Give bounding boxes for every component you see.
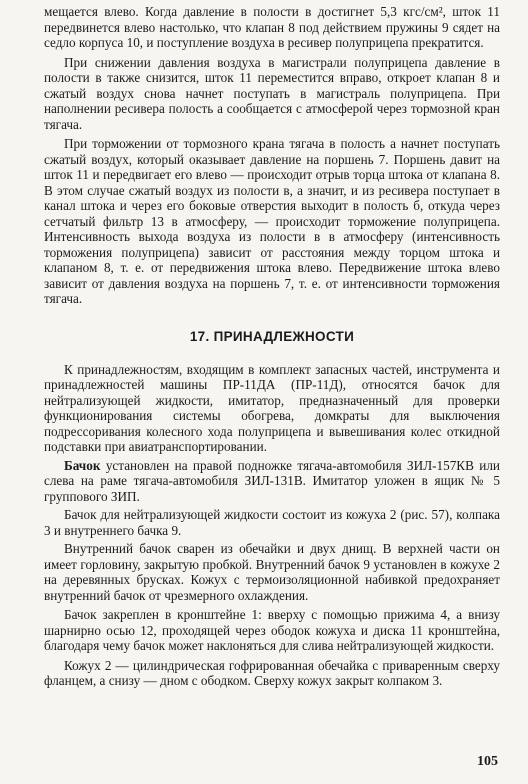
paragraph-rest: установлен на правой подножке тягача-автомобиля ЗИЛ-157КВ или слева на раме тягача-автомобиля ЗИЛ-131В. Имитатор уложен в ящик № 5 группового ЗИП. bbox=[44, 457, 500, 504]
paragraph bbox=[44, 458, 500, 505]
paragraph: мещается влево. Когда давление в полости в достигнет 5,3 кгс/см², шток 11 передвинется влево настолько, что клапан 8 под действием пружины 9 сядет на седло корпуса 10, и поступление воздуха в ресивер полуприцепа прекратится. bbox=[44, 4, 500, 50]
book-page bbox=[0, 4, 528, 784]
paragraph: При снижении давления воздуха в магистрали полуприцепа давление в полости в также снизится, шток 11 переместится вправо, откроет клапан 8 и сжатый воздух снова начнет поступать в магистраль полуприцепа. При наполнении ресивера полость а сообщается с атмосферой через тормозной кран тягача. bbox=[44, 54, 500, 132]
paragraph: Кожух 2 — цилиндрическая гофрированная обечайка с приваренным сверху фланцем, а снизу — дном с ободком. Сверху кожух закрыт колпаком 3. bbox=[44, 657, 500, 688]
section-text bbox=[44, 362, 500, 689]
paragraph: К принадлежностям, входящим в комплект запасных частей, инструмента и принадлежностей машины ПР-11ДА (ПР-11Д), относятся бачок для нейтрализующей жидкости, имитатор, предназначенный для проверки функционирования системы обогрева, домкраты для выключения подрессоривания колесного хода полуприцепа и вывешивания колес откидной подставки при авиатранспортировании. bbox=[44, 361, 500, 454]
continuation-text bbox=[44, 4, 500, 307]
paragraph: Бачок для нейтрализующей жидкости состоит из кожуха 2 (рис. 57), колпака 3 и внутреннего бачка 9. bbox=[44, 507, 500, 538]
section-heading: 17. ПРИНАДЛЕЖНОСТИ bbox=[189, 328, 355, 344]
paragraph: Внутренний бачок сварен из обечайки и двух днищ. В верхней части он имеет горловину, закрытую пробкой. Внутренний бачок 9 установлен в кожухе 2 на деревянных брусках. Кожух с термоизоляционной набивкой предохраняет внутренний бачок от чрезмерного охлаждения. bbox=[44, 541, 500, 603]
page-number: 105 bbox=[477, 754, 498, 769]
term-bachok: Бачок bbox=[64, 457, 101, 473]
paragraph: При торможении от тормозного крана тягача в полость а начнет поступать сжатый воздух, который оказывает давление на поршень 7. Поршень давит на шток 11 и передвигает его влево — происходит отрыв торца штока от клапана 8. В этом случае сжатый воздух из полости в, а значит, и из ресивера поступает в канал штока и через его боковые отверстия выходит в полость б, откуда через сетчатый фильтр 13 в атмосферу, — происходит торможение полуприцепа. Интенсивность выхода воздуха из полости в в атмосферу (интенсивность торможения полуприцепа) зависит от расстояния между торцом штока и клапаном 8, т. е. от передвижения штока влево. Передвижение штока влево зависит от давления воздуха на поршень 7, т. е. от интенсивности торможения тягача. bbox=[44, 136, 500, 306]
paragraph: Бачок закреплен в кронштейне 1: вверху с помощью прижима 4, а внизу шарнирно осью 12, проходящей через ободок кожуха и диска 11 кронштейна, благодаря чему бачок может наклоняться для слива нейтрализующей жидкости. bbox=[44, 607, 500, 653]
